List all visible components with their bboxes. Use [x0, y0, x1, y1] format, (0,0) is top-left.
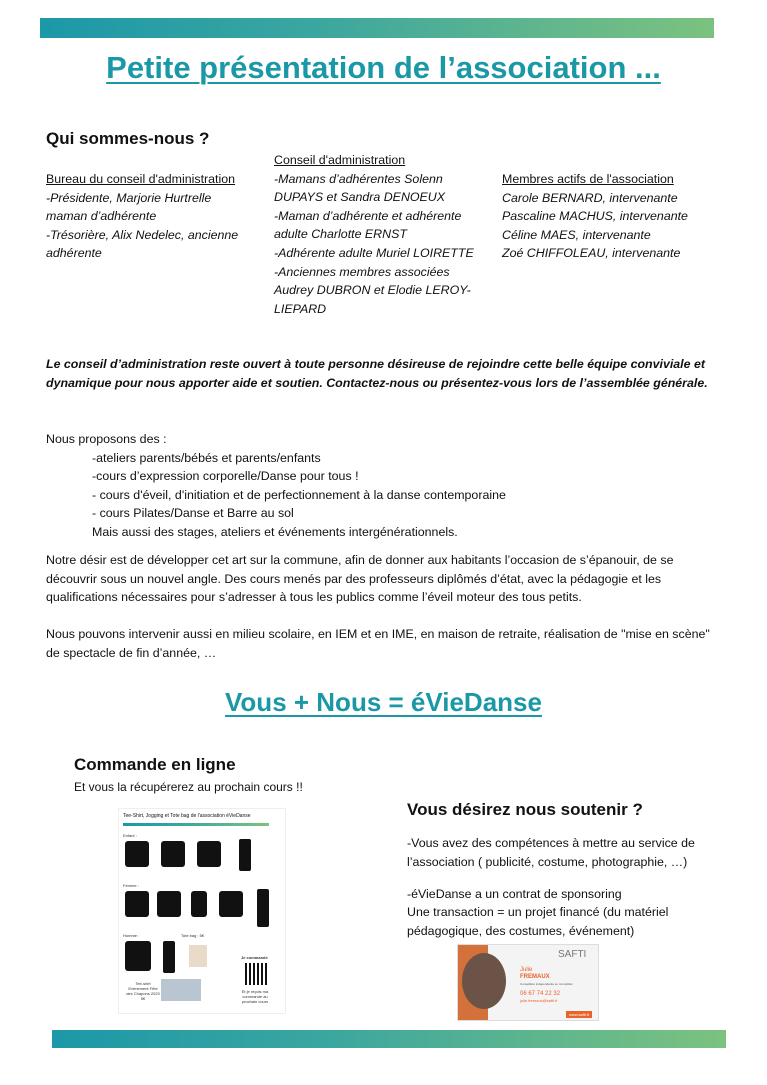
card-email: julie.fremaux@safti.fr — [520, 998, 558, 1003]
event-shirt-image — [161, 979, 201, 1001]
safti-business-card — [457, 944, 599, 1021]
jogging-image — [163, 941, 175, 973]
membres-column — [502, 170, 732, 263]
portrait — [462, 953, 506, 1009]
product-flyer — [118, 808, 286, 1014]
jogging-image — [257, 889, 269, 927]
qr-label: Je commande — [241, 955, 268, 960]
bureau-title: Bureau du conseil d'administration — [46, 172, 236, 186]
offer-item: - cours d'éveil, d'initiation et de perfectionnement à la danse contemporaine — [92, 487, 506, 502]
who-heading: Qui sommes-nous ? — [46, 129, 210, 148]
jogging-image — [239, 839, 251, 871]
tank-image — [191, 891, 207, 917]
event-text: Tee-shirt Evènement Fête des Chapons 2023 5€ — [126, 981, 160, 1001]
offer-section — [46, 430, 726, 542]
conseil-line: -Adhérente adulte Muriel LOIRETTE — [274, 245, 474, 260]
desire-text: Notre désir est de développer cet art sur la commune, afin de donner aux habitants l’occasion de s’épanouir, de se découvrir sous un nouvel angle. Des cours menés par des professeurs diplômés d’état, avec la pédagogie et les qualifications nécessaires pour s’adresser à tous les publics comme l’éveil moteur des tous petits. — [46, 553, 674, 605]
card-phone: 06 67 74 22 32 — [520, 991, 561, 997]
conseil-title: Conseil d'administration — [274, 153, 406, 167]
conseil-line: LIEPARD — [274, 301, 327, 316]
support-heading: Vous désirez nous soutenir ? — [407, 800, 643, 819]
membre-line: Carole BERNARD, intervenante — [502, 190, 678, 205]
order-text: Et vous la récupérerez au prochain cours !! — [74, 780, 303, 794]
qr-code[interactable] — [245, 963, 267, 985]
conseil-line: adulte Charlotte ERNST — [274, 227, 407, 242]
tshirt-image — [125, 841, 149, 867]
tote-label: Tote bag : 5€ — [181, 933, 205, 938]
offer-item: Mais aussi des stages, ateliers et événements intergénérationnels. — [92, 524, 458, 539]
tshirt-image — [157, 891, 181, 917]
bottom-banner — [52, 1030, 726, 1048]
support-competences: -Vous avez des compétences à mettre au service de l’association ( publicité, costume, photographie, …) — [407, 836, 695, 869]
tshirt-image — [125, 941, 151, 971]
conseil-line: -Mamans d’adhérentes Solenn — [274, 171, 443, 186]
bureau-line: adhérente — [46, 246, 102, 261]
bureau-line: maman d’adhérente — [46, 209, 157, 224]
school-text: Nous pouvons intervenir aussi en milieu scolaire, en IEM et en IME, en maison de retraite, réalisation de "mise en scène" de spectacle de fin d’année, … — [46, 627, 710, 660]
tshirt-image — [161, 841, 185, 867]
femme-label: Femme : — [123, 883, 139, 888]
homme-label: Homme : — [123, 933, 140, 938]
bureau-line: -Présidente, Marjorie Hurtrelle — [46, 190, 212, 205]
membre-line: Zoé CHIFFOLEAU, intervenante — [502, 246, 681, 261]
enfant-label: Enfant : — [123, 833, 137, 838]
flyer-banner — [123, 823, 269, 826]
conseil-line: DUPAYS et Sandra DENOEUX — [274, 190, 446, 205]
sweat-image — [197, 841, 221, 867]
qr-text: Et je reçois ma commande au prochain cours — [241, 989, 269, 1004]
flyer-title: Tee-Shirt, Jogging et Tote bag de l'association éVieDanse — [123, 813, 251, 819]
support-transaction: Une transaction = un projet financé (du matériel pédagogique, des costumes, événement) — [407, 905, 669, 938]
offer-item: -ateliers parents/bébés et parents/enfants — [92, 450, 321, 465]
tote-bag-image — [189, 945, 207, 967]
bureau-column — [46, 170, 266, 263]
open-text: Le conseil d’administration reste ouvert à toute personne désireuse de rejoindre cette belle équipe conviviale et dynamique pour nous apporter aide et soutien. Contactez-nous ou présentez-vous lors de l’assemblée générale. — [46, 357, 708, 390]
conseil-line: -Anciennes membres associées — [274, 264, 450, 279]
page-title: Petite présentation de l’association ... — [106, 50, 661, 85]
support-sponsoring: -éVieDanse a un contrat de sponsoring — [407, 887, 622, 901]
card-role: Conseillère indépendante en immobilier — [520, 982, 573, 986]
membre-line: Pascaline MACHUS, intervenante — [502, 209, 688, 224]
safti-logo: SAFTI — [558, 949, 587, 960]
order-heading: Commande en ligne — [74, 755, 236, 774]
offer-item: - cours Pilates/Danse et Barre au sol — [92, 506, 294, 521]
sweat-image — [219, 891, 243, 917]
card-website: www.safti.fr — [566, 1011, 592, 1018]
bureau-line: -Trésorière, Alix Nedelec, ancienne — [46, 227, 239, 242]
offer-intro: Nous proposons des : — [46, 432, 167, 446]
card-last-name: FREMAUX — [520, 974, 550, 980]
top-banner — [40, 18, 714, 38]
conseil-column — [274, 151, 494, 318]
tshirt-image — [125, 891, 149, 917]
subtitle: Vous + Nous = éVieDanse — [225, 687, 542, 717]
card-first-name: Julie — [520, 967, 533, 973]
membres-title: Membres actifs de l'association — [502, 172, 674, 186]
offer-item: -cours d’expression corporelle/Danse pour tous ! — [92, 469, 359, 484]
conseil-line: Audrey DUBRON et Elodie LEROY- — [274, 283, 471, 298]
membre-line: Céline MAES, intervenante — [502, 227, 651, 242]
conseil-line: -Maman d’adhérente et adhérente — [274, 208, 462, 223]
